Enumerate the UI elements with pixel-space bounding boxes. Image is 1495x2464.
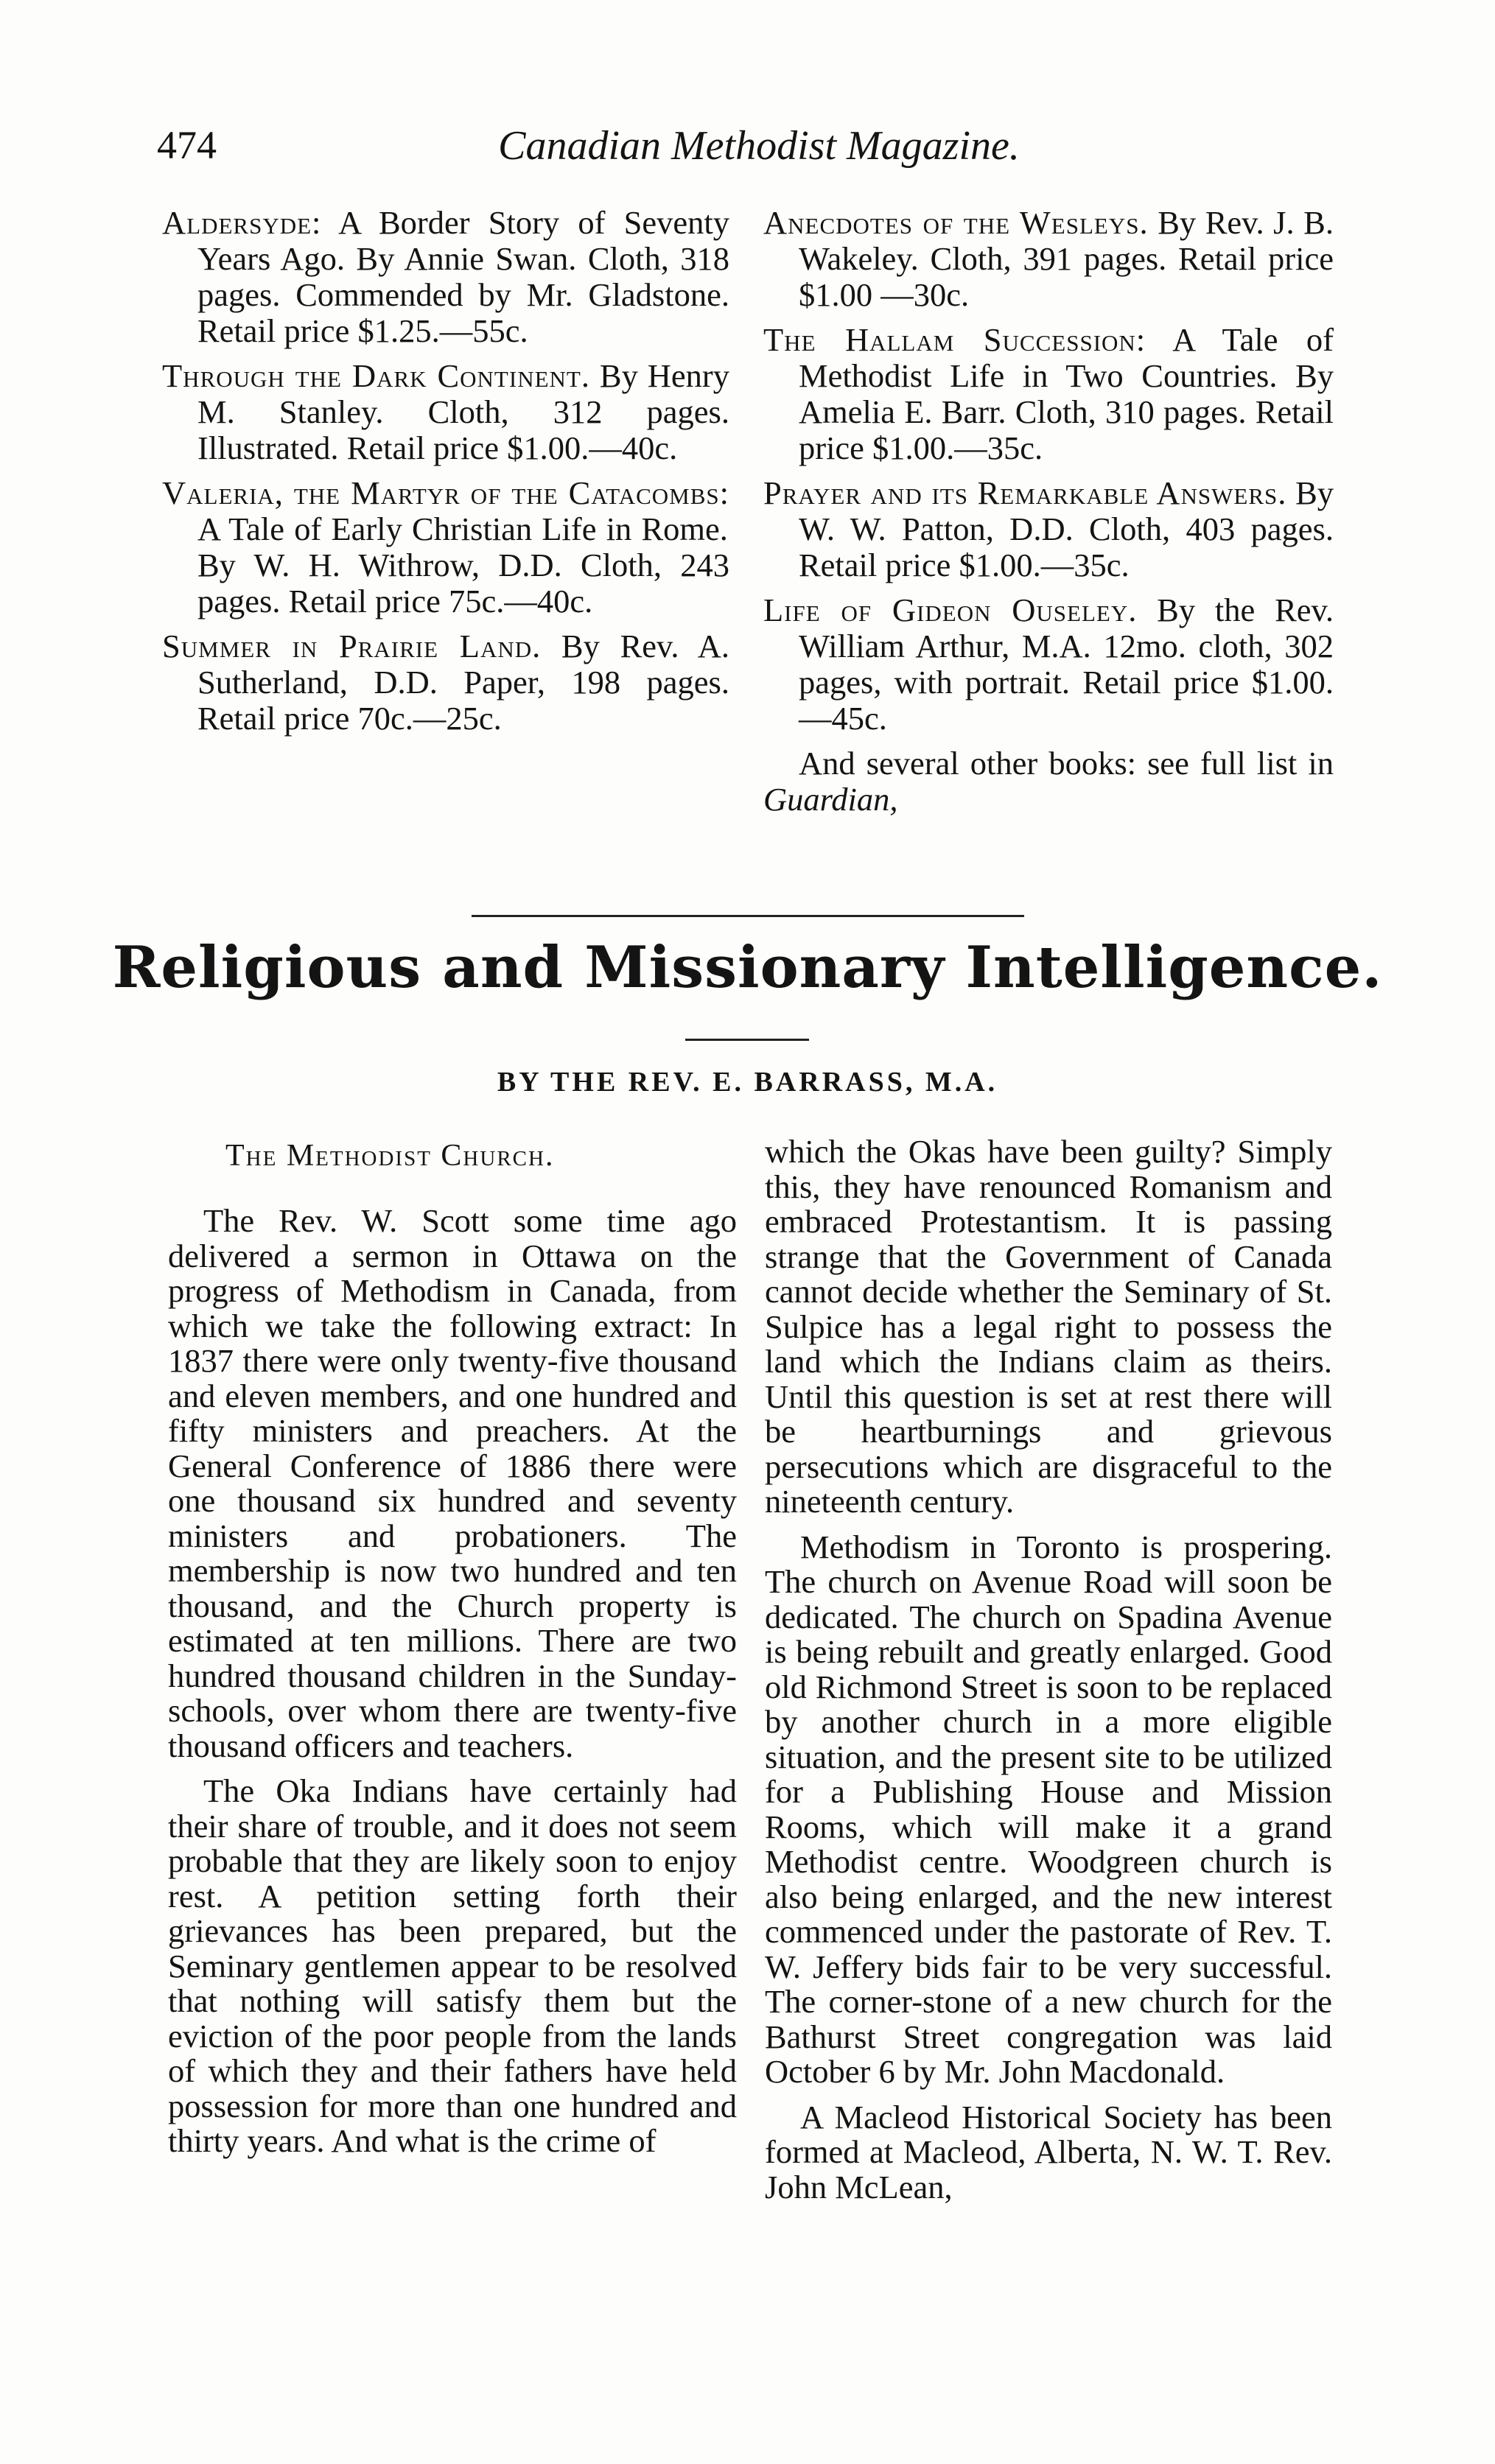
article-subheading: The Methodist Church. [225,1139,555,1173]
book-entry [763,592,1334,737]
article-right-column [765,1134,1332,2215]
running-title: Canadian Methodist Magazine. [498,123,1020,169]
article-paragraph: which the Okas have been guilty? Simply this, they have renounced Romanism and embraced Protestantism. It is passing strange that the Government of Canada cannot decide whether the Seminary of St. Sulpice has a legal right to possess the land which the Indians claim as theirs. Until this question is set at rest there will be heartburnings and grievous persecutions which are disgraceful to the nineteenth century. [765,1133,1332,1520]
book-list-note-italic: Guardian, [763,781,898,818]
book-title: Aldersyde: [162,204,322,241]
book-details: A Border Story of Seventy Years Ago. By Annie Swan. Cloth, 318 pages. Commended by Mr. Gladstone. Retail price $1.25.—55c. [197,204,729,349]
book-list-note-text: And several other books: see full list in [799,745,1334,782]
book-title: Life of Gideon Ouseley. [763,592,1138,628]
article-paragraph: Methodism in Toronto is prospering. The church on Avenue Road will soon be dedicated. The church on Spadina Avenue is being rebuilt and greatly enlarged. Good old Richmond Street is soon to be replaced by another church in a more eligible situation, and the present site to be utilized for a Publishing House and Mission Rooms, which will make it a grand Methodist centre. Woodgreen church is also being enlarged, and the new interest commenced under the pastorate of Rev. T. W. Jeffery bids fair to be very successful. The corner-stone of a new church for the Bathurst Street congregation was laid October 6 by Mr. John Macdonald. [765,1528,1332,2090]
section-divider-short [685,1039,809,1041]
article-left-column [168,1134,737,2169]
book-list [162,205,1334,868]
byline: BY THE REV. E. BARRASS, M.A. [497,1067,998,1098]
book-details: By W. W. Patton, D.D. Cloth, 403 pages. Retail price $1.00.—35c. [799,474,1334,583]
article-paragraph: The Oka Indians have certainly had their share of trouble, and it does not seem probable that they are likely soon to enjoy rest. A petition setting forth their grievances has been prepared, but the Seminary gentlemen appear to be resolved that nothing will satisfy them but the eviction of the poor people from the lands of which they and their fathers have held possession for more than one hundred and thirty years. And what is the crime of [168,1772,737,2159]
book-title: The Hallam Succession: [763,321,1146,358]
book-entry [162,628,729,737]
book-title: Summer in Prairie Land. [162,628,542,664]
article-paragraph: The Rev. W. Scott some time ago delivered a sermon in Ottawa on the progress of Methodism in Canada, from which we take the following extract: In 1837 there were only twenty-five thousand and eleven members, and one hundred and fifty ministers and preachers. At the General Conference of 1886 there were one thousand six hundred and seventy ministers and probationers. The membership is now two hundred and ten thousand, and the Church property is estimated at ten millions. There are two hundred thousand children in the Sunday-schools, over whom there are twenty-five thousand officers and teachers. [168,1202,737,1764]
page-header [151,118,1337,177]
page-number: 474 [157,123,217,167]
book-title: Valeria, the Martyr of the Catacombs: [162,474,729,511]
book-entry [763,322,1334,466]
section-divider-top [472,915,1024,917]
book-list-left-column [162,205,729,745]
book-details: A Tale of Early Christian Life in Rome. By W. H. Withrow, D.D. Cloth, 243 pages. Retail price 75c.—40c. [197,510,729,619]
book-title: Anecdotes of the Wesleys. [763,204,1149,241]
book-entry [162,358,729,466]
book-title: Through the Dark Continent. [162,357,590,394]
section-heading: Religious and Missionary Intelligence. [112,934,1383,1001]
book-list-note [763,745,1334,818]
book-entry [162,475,729,619]
book-details: A Tale of Methodist Life in Two Countries. By Amelia E. Barr. Cloth, 310 pages. Retail price $1.00.—35c. [799,321,1334,466]
article-paragraph: A Macleod Historical Society has been formed at Macleod, Alberta, N. W. T. Rev. John McLean, [765,2098,1332,2205]
book-details: By Henry M. Stanley. Cloth, 312 pages. Illustrated. Retail price $1.00.—40c. [197,357,729,466]
book-entry [763,205,1334,313]
book-title: Prayer and its Remarkable Answers. [763,474,1287,511]
book-details: By Rev. J. B. Wakeley. Cloth, 391 pages. Retail price $1.00 —30c. [799,204,1334,313]
book-entry [162,205,729,349]
book-entry [763,475,1334,583]
book-list-right-column [763,205,1334,818]
book-details: By the Rev. William Arthur, M.A. 12mo. cloth, 302 pages, with portrait. Retail price $1.00.—45c. [799,592,1334,737]
book-details: By Rev. A. Sutherland, D.D. Paper, 198 pages. Retail price 70c.—25c. [197,628,729,737]
